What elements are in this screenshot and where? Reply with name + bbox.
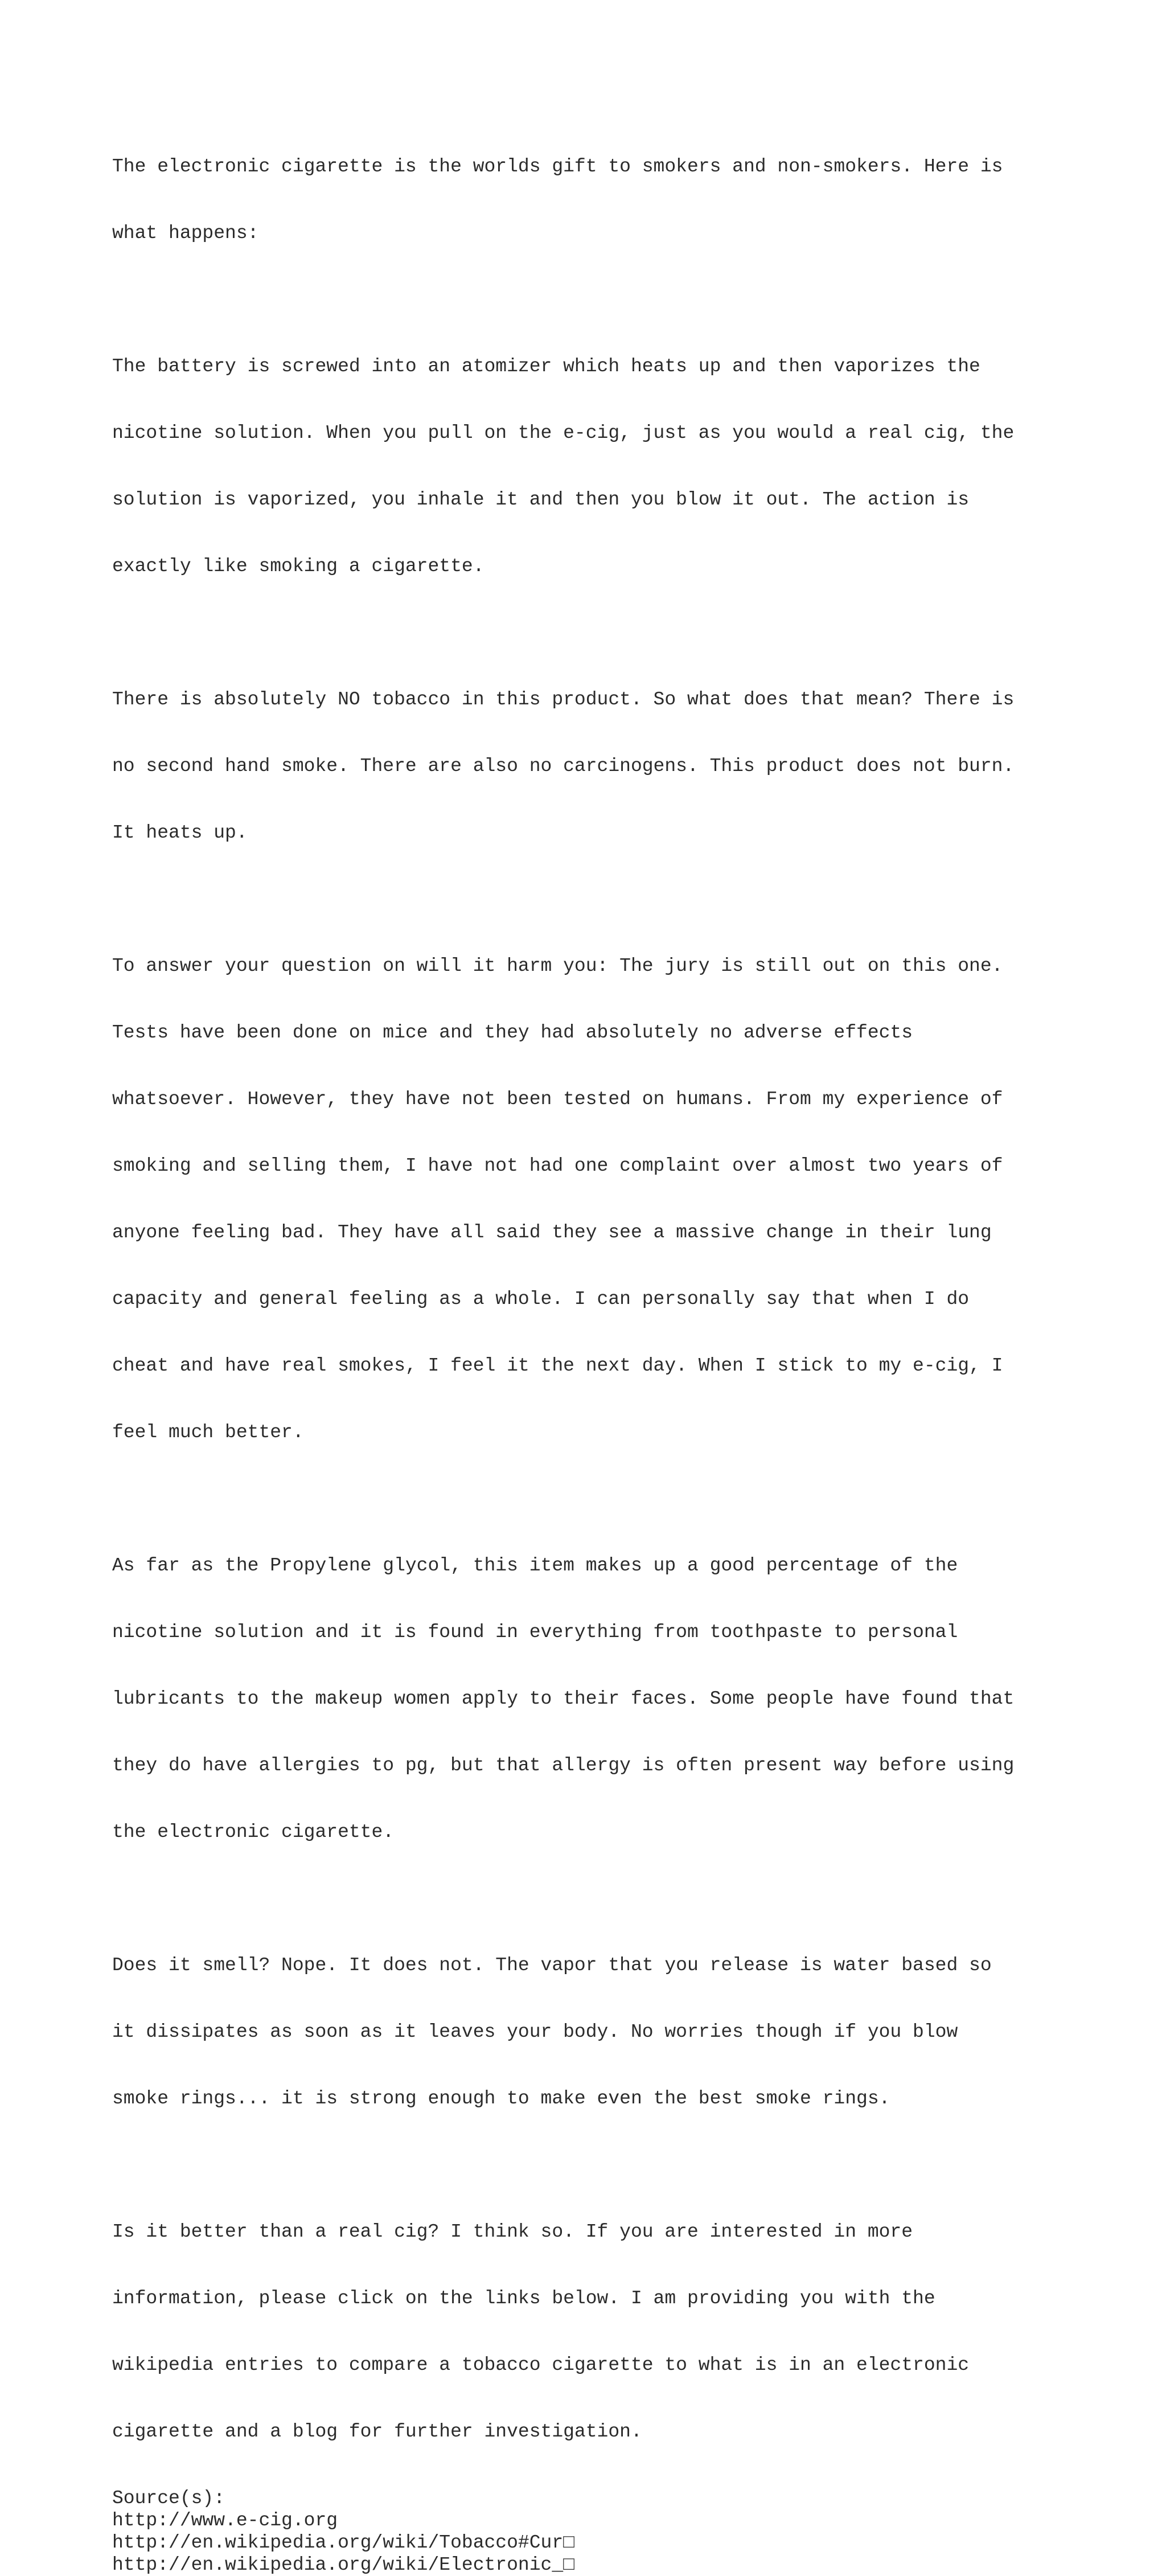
text-line: The battery is screwed into an atomizer which heats up and then vaporizes the (112, 356, 980, 377)
sources-section (112, 2487, 1080, 2576)
text-line: As far as the Propylene glycol, this item makes up a good percentage of the (112, 1555, 958, 1576)
text-line: lubricants to the makeup women apply to their faces. Some people have found that (112, 1688, 1015, 1709)
text-line: Tests have been done on mice and they had absolutely no adverse effects (112, 1022, 913, 1043)
paragraph-propylene-glycol (112, 1510, 1080, 1888)
text-line: what happens: (112, 223, 259, 244)
paragraph-smell (112, 1910, 1080, 2154)
text-line: There is absolutely NO tobacco in this product. So what does that mean? There is (112, 689, 1015, 710)
text-line: cigarette and a blog for further investigation. (112, 2421, 642, 2442)
text-line: To answer your question on will it harm you: The jury is still out on this one. (112, 955, 1003, 977)
text-line: wikipedia entries to compare a tobacco cigarette to what is in an electronic (112, 2355, 970, 2376)
text-line: no second hand smoke. There are also no carcinogens. This product does not burn. (112, 756, 1015, 777)
text-line: nicotine solution and it is found in everything from toothpaste to personal (112, 1622, 958, 1643)
text-line: It heats up. (112, 822, 248, 843)
text-line: solution is vaporized, you inhale it and then you blow it out. The action is (112, 489, 970, 510)
source-link-wikipedia-electronic[interactable]: http://en.wikipedia.org/wiki/Electronic_□ (112, 2554, 574, 2575)
text-line: it dissipates as soon as it leaves your body. No worries though if you blow (112, 2021, 958, 2042)
source-link-wikipedia-tobacco[interactable]: http://en.wikipedia.org/wiki/Tobacco#Cur□ (112, 2532, 574, 2553)
text-line: capacity and general feeling as a whole. I can personally say that when I do (112, 1289, 970, 1310)
sources-heading: Source(s): (112, 2488, 225, 2509)
paragraph-intro (112, 111, 1080, 289)
text-line: The electronic cigarette is the worlds gift to smokers and non-smokers. Here is (112, 156, 1003, 177)
text-line: anyone feeling bad. They have all said they see a massive change in their lung (112, 1222, 992, 1243)
text-line: smoking and selling them, I have not had one complaint over almost two years of (112, 1155, 1003, 1176)
paragraph-no-tobacco (112, 644, 1080, 888)
text-line: Is it better than a real cig? I think so. If you are interested in more (112, 2221, 913, 2242)
paragraph-conclusion (112, 2176, 1080, 2487)
text-line: smoke rings... it is strong enough to make even the best smoke rings. (112, 2088, 890, 2109)
document-body (112, 111, 1080, 2576)
text-line: exactly like smoking a cigarette. (112, 556, 485, 577)
paragraph-harm (112, 910, 1080, 1488)
text-line: whatsoever. However, they have not been tested on humans. From my experience of (112, 1089, 1003, 1110)
source-link-e-cig[interactable]: http://www.e-cig.org (112, 2510, 338, 2531)
text-line: nicotine solution. When you pull on the e-cig, just as you would a real cig, the (112, 423, 1015, 444)
text-line: cheat and have real smokes, I feel it the next day. When I stick to my e-cig, I (112, 1355, 1003, 1376)
text-line: the electronic cigarette. (112, 1822, 395, 1843)
text-line: Does it smell? Nope. It does not. The vapor that you release is water based so (112, 1955, 992, 1976)
text-line: information, please click on the links below. I am providing you with the (112, 2288, 935, 2309)
paragraph-how-it-works (112, 311, 1080, 622)
text-line: they do have allergies to pg, but that allergy is often present way before using (112, 1755, 1015, 1776)
text-line: feel much better. (112, 1422, 304, 1443)
